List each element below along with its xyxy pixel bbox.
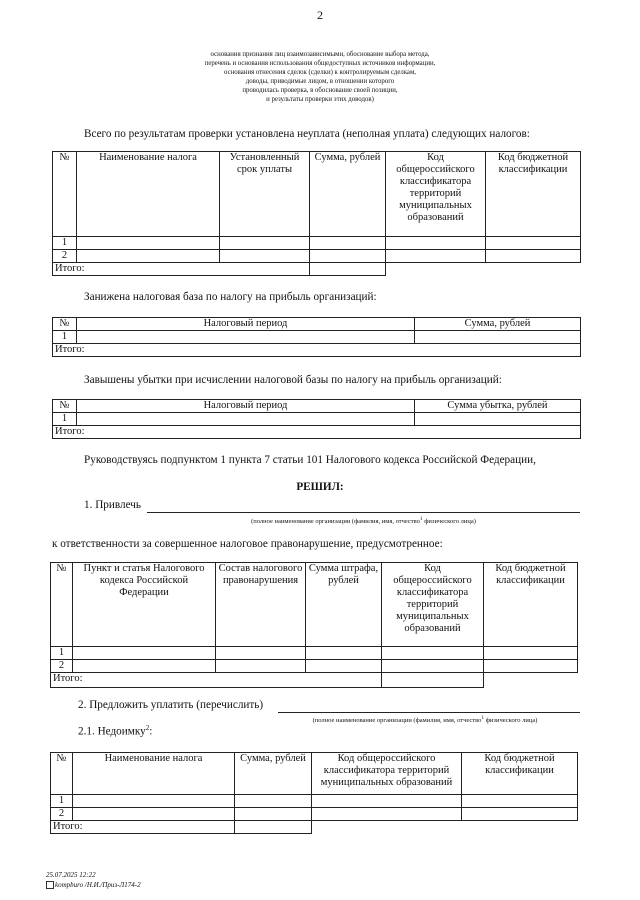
losses-heading: Завышены убытки при исчислении налоговой базы по налогу на прибыль организаций: — [84, 374, 502, 386]
print-datetime: 25.07.2025 12:22 — [46, 871, 96, 879]
col-header: Состав налогового правонарушения — [216, 563, 306, 647]
col-header: Сумма штрафа, рублей — [306, 563, 382, 647]
arrears-table — [50, 752, 578, 834]
table-row — [53, 331, 581, 344]
table-row — [51, 660, 578, 673]
col-header: Наименование налога — [73, 753, 235, 795]
item21-label: 2.1. Недоимку$^2$: — [78, 724, 153, 738]
total-row — [51, 673, 578, 688]
note-line: и результаты проверки этих доводов) — [266, 95, 374, 103]
item1-fill-line — [147, 512, 580, 513]
responsibility-text: к ответственности за совершенное налоговое правонарушение, предусмотренное: — [52, 538, 443, 550]
note-line: основания отнесения сделок (сделки) к контролируемым сделкам, — [224, 68, 416, 76]
col-header: Код общероссийского классификатора территорий муниципальных образований — [382, 563, 484, 647]
note-line: доводы, приводимые лицом, в отношении которого — [245, 77, 395, 85]
table-header-row — [51, 563, 578, 647]
col-header: Сумма, рублей — [415, 318, 581, 331]
total-row — [51, 821, 578, 834]
page-number: 2 — [317, 8, 323, 22]
total-label: Итого: — [51, 821, 235, 834]
col-header: Код общероссийского классификатора территорий муниципальных образований — [386, 152, 486, 237]
table-header-row — [53, 400, 581, 413]
col-header: Наименование налога — [77, 152, 220, 237]
table-header-row — [53, 318, 581, 331]
row-number: 1 — [53, 237, 77, 250]
col-header: Код общероссийского классификатора территорий муниципальных образований — [312, 753, 462, 795]
note-line: перечень и основания использования общедоступных источников информации, — [204, 59, 436, 67]
table-row — [51, 808, 578, 821]
table-header-row — [53, 152, 581, 237]
row-number: 2 — [53, 250, 77, 263]
row-number: 1 — [51, 795, 73, 808]
col-header: Налоговый период — [77, 400, 415, 413]
row-number: 1 — [53, 413, 77, 426]
col-header: № — [51, 753, 73, 795]
note-line: основания признания лиц взаимозависимыми, обоснование выбора метода, — [210, 51, 430, 58]
col-header: № — [53, 400, 77, 413]
row-number: 1 — [51, 647, 73, 660]
col-header: Установленный срок уплаты — [220, 152, 310, 237]
unpaid-taxes-heading: Всего по результатам проверки установлена неуплата (неполная уплата) следующих налогов: — [84, 128, 530, 140]
item1-label: 1. Привлечь — [84, 499, 141, 511]
col-header: Пункт и статья Налогового кодекса Российской Федерации — [73, 563, 216, 647]
col-header: № — [51, 563, 73, 647]
unpaid-taxes-table — [52, 151, 581, 276]
item1-caption: (полное наименование организации (фамилия, имя, отчество$^1$ физического лица) — [251, 516, 476, 526]
col-header: Сумма, рублей — [310, 152, 386, 237]
total-label: Итого: — [51, 673, 382, 688]
total-row — [53, 426, 581, 439]
row-number: 2 — [51, 660, 73, 673]
explanatory-note — [130, 51, 510, 104]
col-header: № — [53, 152, 77, 237]
decision-heading: РЕШИЛ: — [296, 481, 344, 493]
table-row — [53, 250, 581, 263]
document-icon — [46, 881, 54, 889]
item2-fill-line — [278, 712, 580, 713]
table-row — [51, 795, 578, 808]
col-header: № — [53, 318, 77, 331]
col-header: Сумма убытка, рублей — [415, 400, 581, 413]
col-header: Код бюджетной классификации — [486, 152, 581, 237]
total-row — [53, 344, 581, 357]
row-number: 1 — [53, 331, 77, 344]
note-line: проводилась проверка, в обоснование своей позиции, — [242, 86, 398, 94]
item2-caption: (полное наименование организации (фамилия, имя, отчество$^1$ физического лица) — [312, 715, 538, 725]
table-row — [51, 647, 578, 660]
table-row — [53, 237, 581, 250]
print-footer — [46, 870, 141, 890]
col-header: Код бюджетной классификации — [462, 753, 578, 795]
penalties-table — [50, 562, 578, 688]
row-number: 2 — [51, 808, 73, 821]
total-row — [53, 263, 581, 276]
profit-base-heading: Занижена налоговая база по налогу на прибыль организаций: — [84, 291, 377, 303]
col-header: Налоговый период — [77, 318, 415, 331]
document-reference: kompburo /Н.И./Приз-Л174-2 — [46, 880, 141, 890]
col-header: Сумма, рублей — [235, 753, 312, 795]
col-header: Код бюджетной классификации — [484, 563, 578, 647]
item2-label: 2. Предложить уплатить (перечислить) — [78, 699, 264, 711]
total-label: Итого: — [53, 344, 581, 357]
total-label: Итого: — [53, 263, 310, 276]
profit-base-table — [52, 317, 581, 357]
total-label: Итого: — [53, 426, 581, 439]
table-row — [53, 413, 581, 426]
legal-basis: Руководствуясь подпунктом 1 пункта 7 статьи 101 Налогового кодекса Российской Федерации, — [84, 454, 536, 466]
table-header-row — [51, 753, 578, 795]
losses-table — [52, 399, 581, 439]
